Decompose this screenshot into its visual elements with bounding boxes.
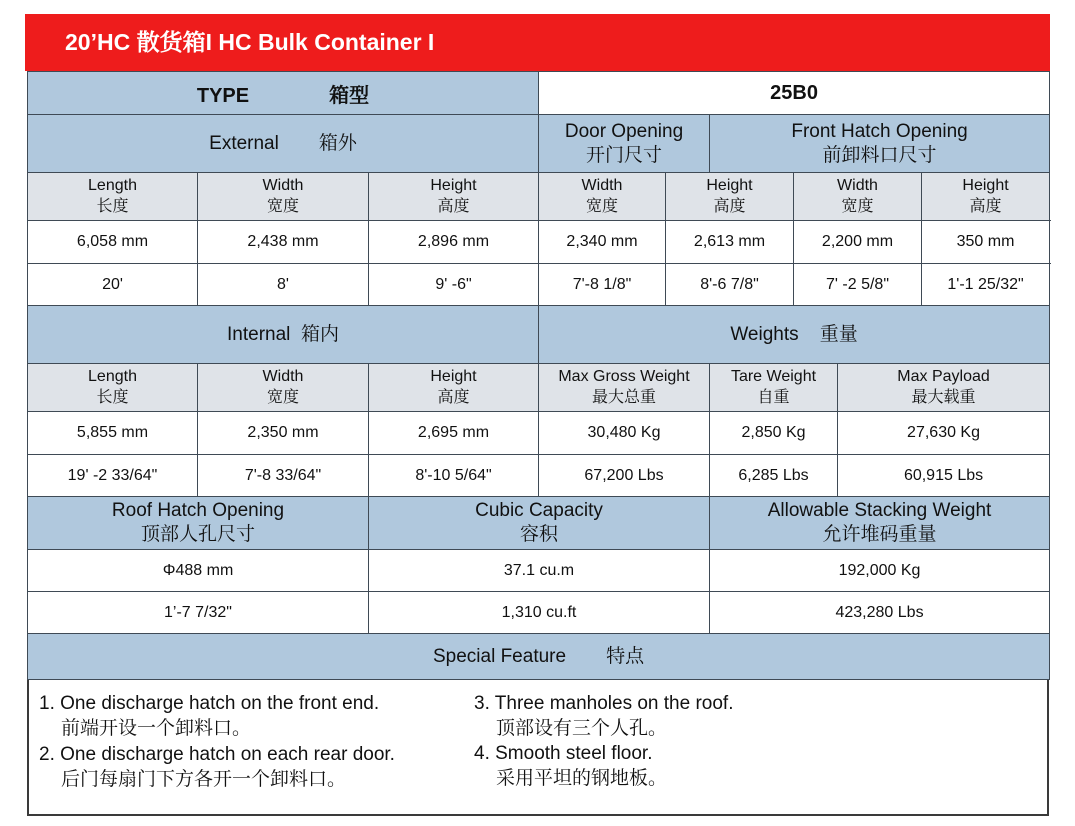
- int-height-en: Height: [430, 367, 477, 385]
- ext-length-en: Length: [88, 176, 137, 194]
- payload-imperial: 60,915 Lbs: [838, 455, 1050, 497]
- special-feature-header: [28, 634, 1050, 680]
- spec-table: [27, 71, 1050, 680]
- gross-weight-header: [539, 364, 710, 412]
- stacking-weight-header-zh: 允许堆码重量: [822, 524, 937, 545]
- feature-item-4: [474, 741, 667, 791]
- int-width-zh: 宽度: [266, 388, 299, 406]
- column-header-row-1: [28, 173, 1050, 221]
- type-value: 25B0: [770, 81, 818, 104]
- int-length-header: [28, 364, 198, 412]
- front-hatch-header-zh: 前卸料口尺寸: [822, 144, 937, 166]
- int-height-header: [369, 364, 539, 412]
- feature-item-4-zh: 采用平坦的钢地板。: [496, 768, 668, 789]
- front-hatch-header: [710, 115, 1050, 173]
- cubic-capacity-imperial: 1,310 cu.ft: [369, 592, 710, 634]
- int-height-zh: 高度: [437, 388, 470, 406]
- tare-weight-header: [710, 364, 838, 412]
- int-width-metric: 2,350 mm: [198, 412, 369, 455]
- stacking-weight-imperial: 423,280 Lbs: [710, 592, 1050, 634]
- hatch-height-en: Height: [962, 176, 1009, 194]
- ext-width-header: [198, 173, 369, 221]
- type-row: [28, 72, 1050, 115]
- internal-header-en: Internal: [227, 323, 291, 345]
- ext-height-zh: 高度: [437, 197, 470, 215]
- external-header-en: External: [209, 132, 279, 154]
- door-height-header: [666, 173, 794, 221]
- ext-width-metric: 2,438 mm: [198, 221, 369, 264]
- feature-item-1: [39, 691, 379, 741]
- tare-weight-metric: 2,850 Kg: [710, 412, 838, 455]
- feature-item-2-zh: 后门每扇门下方各开一个卸料口。: [61, 769, 347, 790]
- door-height-imperial: 8'-6 7/8": [666, 264, 794, 306]
- weights-header-zh: 重量: [819, 323, 858, 345]
- weights-header: [539, 306, 1050, 364]
- cubic-capacity-header: [369, 497, 710, 550]
- tare-weight-zh: 自重: [757, 388, 790, 406]
- gross-weight-metric: 30,480 Kg: [539, 412, 710, 455]
- ext-height-metric: 2,896 mm: [369, 221, 539, 264]
- door-opening-header-zh: 开门尺寸: [585, 144, 662, 166]
- feature-item-2: [39, 742, 395, 792]
- hatch-width-imperial: 7' -2 5/8": [794, 264, 922, 306]
- type-label-zh: 箱型: [329, 84, 370, 107]
- type-value-cell: [539, 72, 1050, 115]
- special-feature-header-zh: 特点: [606, 645, 645, 667]
- door-width-metric: 2,340 mm: [539, 221, 666, 264]
- door-height-metric: 2,613 mm: [666, 221, 794, 264]
- feature-item-3-en: 3. Three manholes on the roof.: [474, 693, 734, 714]
- ext-length-metric: 6,058 mm: [28, 221, 198, 264]
- feature-item-1-zh: 前端开设一个卸料口。: [61, 718, 252, 739]
- door-width-header: [539, 173, 666, 221]
- ext-width-imperial: 8': [198, 264, 369, 306]
- imperial-row-2: [28, 455, 1050, 497]
- cubic-capacity-header-zh: 容积: [519, 524, 558, 545]
- door-opening-header-en: Door Opening: [564, 120, 684, 142]
- roof-hatch-header-zh: 顶部人孔尺寸: [140, 524, 255, 545]
- feature-item-3-zh: 顶部设有三个人孔。: [496, 718, 668, 739]
- door-height-zh: 高度: [713, 197, 746, 215]
- special-feature-header-en: Special Feature: [432, 645, 567, 667]
- imperial-row-1: [28, 264, 1050, 306]
- section-header-row-1: [28, 115, 1050, 173]
- int-height-metric: 2,695 mm: [369, 412, 539, 455]
- hatch-width-zh: 宽度: [841, 197, 874, 215]
- stacking-weight-header-en: Allowable Stacking Weight: [767, 500, 992, 522]
- gross-weight-zh: 最大总重: [591, 388, 656, 406]
- ext-width-en: Width: [262, 176, 304, 194]
- int-length-metric: 5,855 mm: [28, 412, 198, 455]
- stacking-weight-header: [710, 497, 1050, 550]
- ext-height-header: [369, 173, 539, 221]
- ext-length-imperial: 20': [28, 264, 198, 306]
- door-height-en: Height: [706, 176, 753, 194]
- door-opening-header: [539, 115, 710, 173]
- int-height-imperial: 8'-10 5/64": [369, 455, 539, 497]
- metric-row-2: [28, 412, 1050, 455]
- feature-item-2-en: 2. One discharge hatch on each rear door.: [39, 744, 395, 765]
- feature-item-1-en: 1. One discharge hatch on the front end.: [39, 693, 380, 714]
- ext-length-zh: 长度: [96, 197, 129, 215]
- door-width-imperial: 7'-8 1/8": [539, 264, 666, 306]
- weights-header-en: Weights: [730, 323, 799, 345]
- int-length-zh: 长度: [96, 388, 129, 406]
- tare-weight-en: Tare Weight: [730, 367, 817, 385]
- payload-en: Max Payload: [897, 367, 990, 385]
- payload-metric: 27,630 Kg: [838, 412, 1050, 455]
- ext-length-header: [28, 173, 198, 221]
- cubic-capacity-metric: 37.1 cu.m: [369, 550, 710, 592]
- ext-height-imperial: 9' -6": [369, 264, 539, 306]
- payload-zh: 最大载重: [911, 388, 976, 406]
- stacking-weight-metric: 192,000 Kg: [710, 550, 1050, 592]
- hatch-width-header: [794, 173, 922, 221]
- gross-weight-imperial: 67,200 Lbs: [539, 455, 710, 497]
- front-hatch-header-en: Front Hatch Opening: [791, 120, 968, 142]
- roof-hatch-metric: Φ488 mm: [28, 550, 369, 592]
- roof-hatch-header: [28, 497, 369, 550]
- external-header: [28, 115, 539, 173]
- payload-header: [838, 364, 1050, 412]
- internal-header: [28, 306, 539, 364]
- hatch-height-metric: 350 mm: [922, 221, 1050, 264]
- int-width-imperial: 7'-8 33/64": [198, 455, 369, 497]
- int-length-imperial: 19' -2 33/64": [28, 455, 198, 497]
- hatch-height-zh: 高度: [969, 197, 1002, 215]
- int-width-header: [198, 364, 369, 412]
- cubic-capacity-header-en: Cubic Capacity: [475, 500, 603, 522]
- hatch-height-header: [922, 173, 1050, 221]
- special-feature-list: [29, 681, 1047, 814]
- imperial-row-3: [28, 592, 1050, 634]
- door-width-en: Width: [581, 176, 623, 194]
- door-width-zh: 宽度: [585, 197, 618, 215]
- internal-header-zh: 箱内: [300, 323, 339, 345]
- column-header-row-2: [28, 364, 1050, 412]
- section-header-row-3: [28, 497, 1050, 550]
- feature-item-3: [474, 691, 733, 741]
- type-label-en: TYPE: [196, 84, 250, 107]
- hatch-width-metric: 2,200 mm: [794, 221, 922, 264]
- ext-width-zh: 宽度: [266, 197, 299, 215]
- ext-height-en: Height: [430, 176, 477, 194]
- section-header-row-2: [28, 306, 1050, 364]
- roof-hatch-header-en: Roof Hatch Opening: [111, 500, 285, 522]
- page-title: 20’HC 散货箱I HC Bulk Container I: [65, 29, 435, 55]
- external-header-zh: 箱外: [318, 132, 357, 154]
- hatch-height-imperial: 1'-1 25/32": [922, 264, 1050, 306]
- feature-item-4-en: 4. Smooth steel floor.: [474, 743, 653, 764]
- metric-row-3: [28, 550, 1050, 592]
- tare-weight-imperial: 6,285 Lbs: [710, 455, 838, 497]
- title-banner: [25, 14, 1050, 71]
- gross-weight-en: Max Gross Weight: [558, 367, 690, 385]
- metric-row-1: [28, 221, 1050, 264]
- roof-hatch-imperial: 1’-7 7/32": [28, 592, 369, 634]
- type-label-cell: [28, 72, 539, 115]
- hatch-width-en: Width: [837, 176, 878, 194]
- int-width-en: Width: [262, 367, 304, 385]
- int-length-en: Length: [88, 367, 137, 385]
- special-feature-row: [28, 634, 1050, 680]
